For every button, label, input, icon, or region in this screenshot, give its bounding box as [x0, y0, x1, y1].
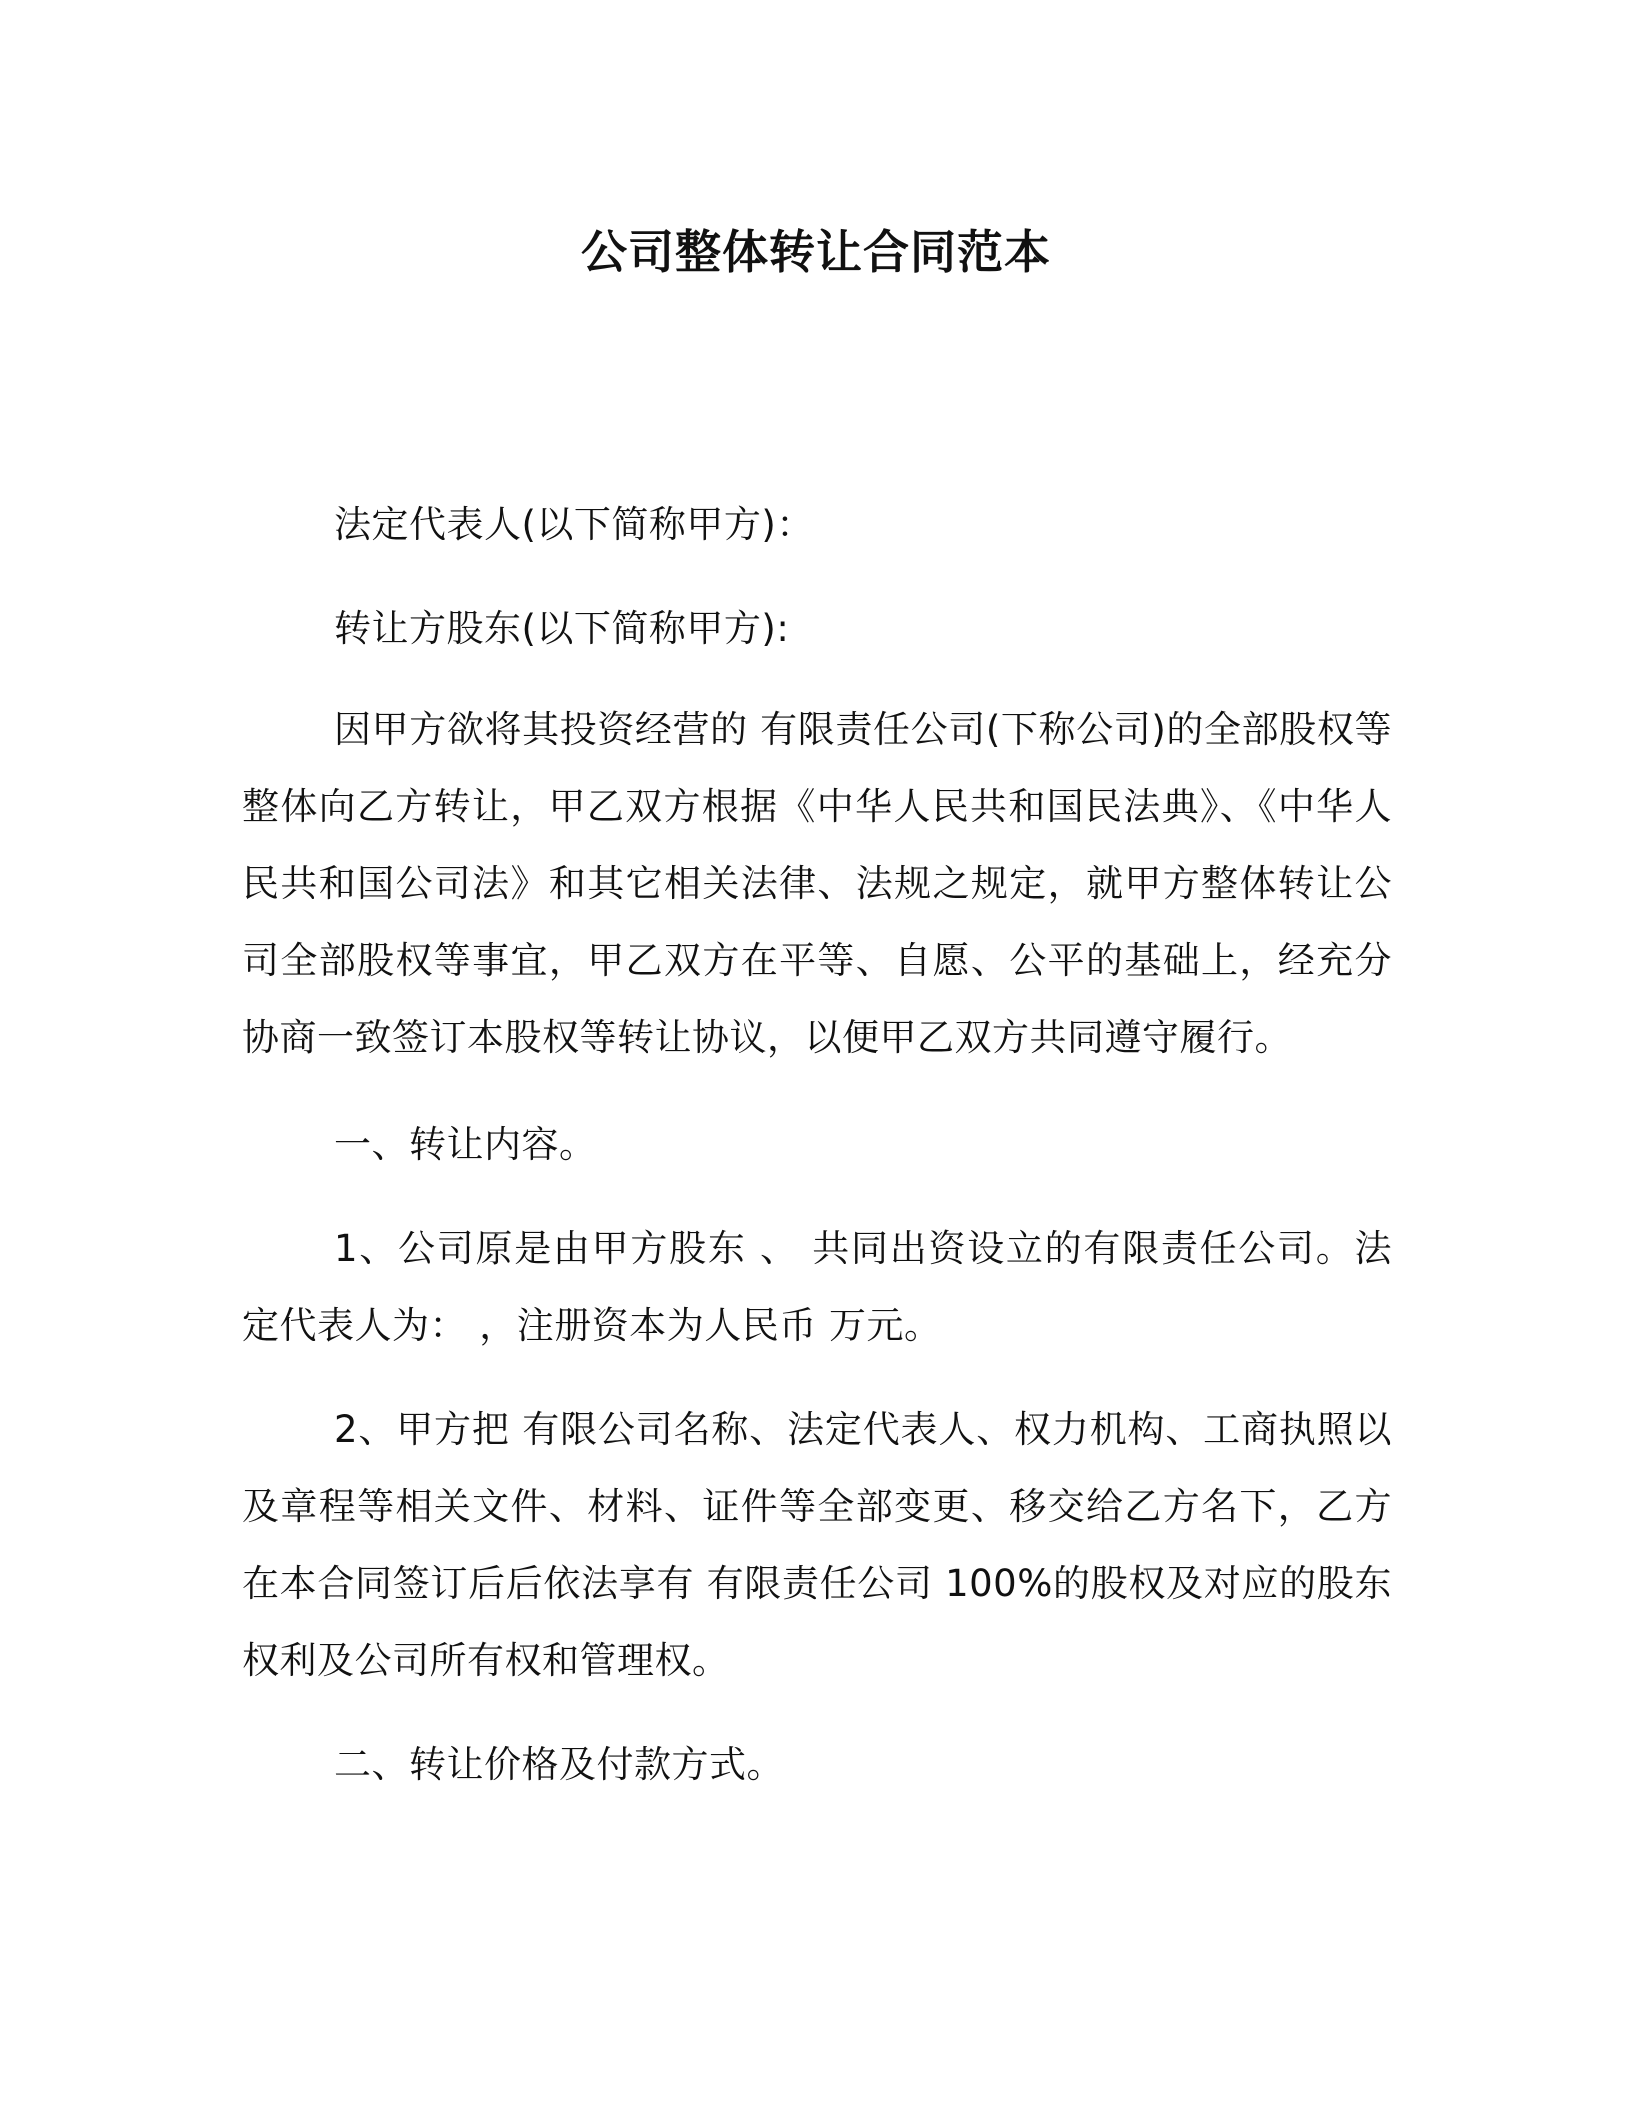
section-heading: 一、转让内容。	[334, 1123, 597, 1166]
paragraph-preamble	[242, 691, 1392, 1076]
section-heading: 二、转让价格及付款方式。	[334, 1743, 784, 1786]
clause-text: 2、甲方把 有限公司名称、法定代表人、权力机构、工商执照以及章程等相关文件、材料、证件等全部变更、移交给乙方名下，乙方在本合同签订后后依法享有 有限责任公司 100%的股权及对应的股东权利及公司所有权和管理权。	[242, 1408, 1392, 1682]
paragraph-transferor-shareholder	[242, 590, 1392, 667]
clause-text: 1、公司原是由甲方股东 、 共同出资设立的有限责任公司。法定代表人为： ，注册资本为人民币 万元。	[242, 1227, 1392, 1347]
paragraph-text: 因甲方欲将其投资经营的 有限责任公司(下称公司)的全部股权等整体向乙方转让，甲乙双方根据《中华人民共和国民法典》、《中华人民共和国公司法》和其它相关法律、法规之规定，就甲方整体转让公司全部股权等事宜，甲乙双方在平等、自愿、公平的基础上，经充分协商一致签订本股权等转让协议，以便甲乙双方共同遵守履行。	[242, 708, 1392, 1059]
clause-1	[242, 1210, 1392, 1364]
document-title: 公司整体转让合同范本	[581, 225, 1051, 279]
paragraph-text: 法定代表人(以下简称甲方)：	[334, 503, 814, 546]
paragraph-text: 转让方股东(以下简称甲方):	[334, 607, 790, 650]
section-heading-price-payment	[242, 1726, 1392, 1803]
section-heading-transfer-content	[242, 1106, 1392, 1183]
clause-2	[242, 1391, 1392, 1699]
paragraph-legal-representative	[242, 486, 1392, 563]
